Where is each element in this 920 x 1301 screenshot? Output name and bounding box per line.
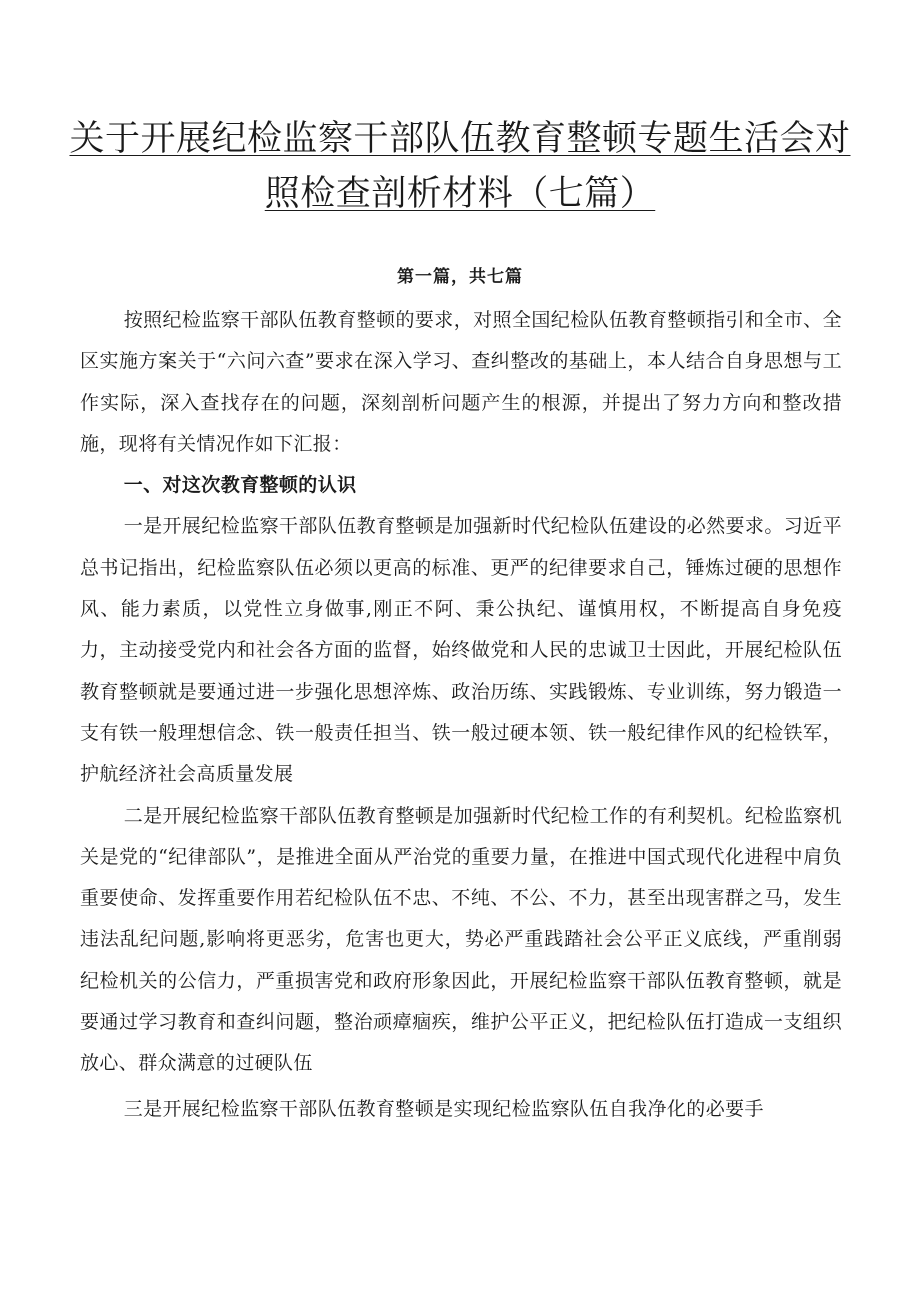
- body-paragraph: 二是开展纪检监察干部队伍教育整顿是加强新时代纪检工作的有利契机。纪检监察机关是党的“纪律部队”，是推进全面从严治党的重要力量，在推进中国式现代化进程中肩负重要使命、发挥重要作用若纪检队伍不忠、不纯、不公、不力，甚至出现害群之马，发生违法乱纪问题,影响将更恶劣，危害也更大，势必严重践踏社会公平正义底线，严重削弱纪检机关的公信力，严重损害党和政府形象因此，开展纪检监察干部队伍教育整顿，就是要通过学习教育和查纠问题，整治顽瘴痼疾，维护公平正义，把纪检队伍打造成一支组织放心、群众满意的过硬队伍: [80, 804, 842, 1075]
- intro-paragraph: 按照纪检监察干部队伍教育整顿的要求，对照全国纪检队伍教育整顿指引和全市、全区实施方案关于“六问六查”要求在深入学习、查纠整改的基础上，本人结合自身思想与工作实际，深入查找存在的问题，深刻剖析问题产生的根源，并提出了努力方向和整改措施，现将有关情况作如下汇报：: [80, 309, 842, 455]
- document-subtitle: 第一篇，共七篇: [397, 267, 523, 287]
- body-paragraph: 一是开展纪检监察干部队伍教育整顿是加强新时代纪检队伍建设的必然要求。习近平总书记指出，纪检监察队伍必须以更高的标准、更严的纪律要求自己，锤炼过硬的思想作风、能力素质，以党性立身做事,刚正不阿、秉公执纪、谨慎用权，不断提高自身免疫力，主动接受党内和社会各方面的监督，始终做党和人民的忠诚卫士因此，开展纪检队伍教育整顿就是要通过进一步强化思想淬炼、政治历练、实践锻炼、专业训练，努力锻造一支有铁一般理想信念、铁一般责任担当、铁一般过硬本领、铁一般纪律作风的纪检铁军，护航经济社会高质量发展: [80, 515, 842, 786]
- body-paragraph: 三是开展纪检监察干部队伍教育整顿是实现纪检监察队伍自我净化的必要手: [123, 1097, 764, 1120]
- document-title: 关于开展纪检监察干部队伍教育整顿专题生活会对照检查剖析材料（七篇）: [69, 119, 851, 214]
- document-body: [80, 300, 842, 1130]
- section-heading: 一、对这次教育整顿的认识: [123, 474, 357, 497]
